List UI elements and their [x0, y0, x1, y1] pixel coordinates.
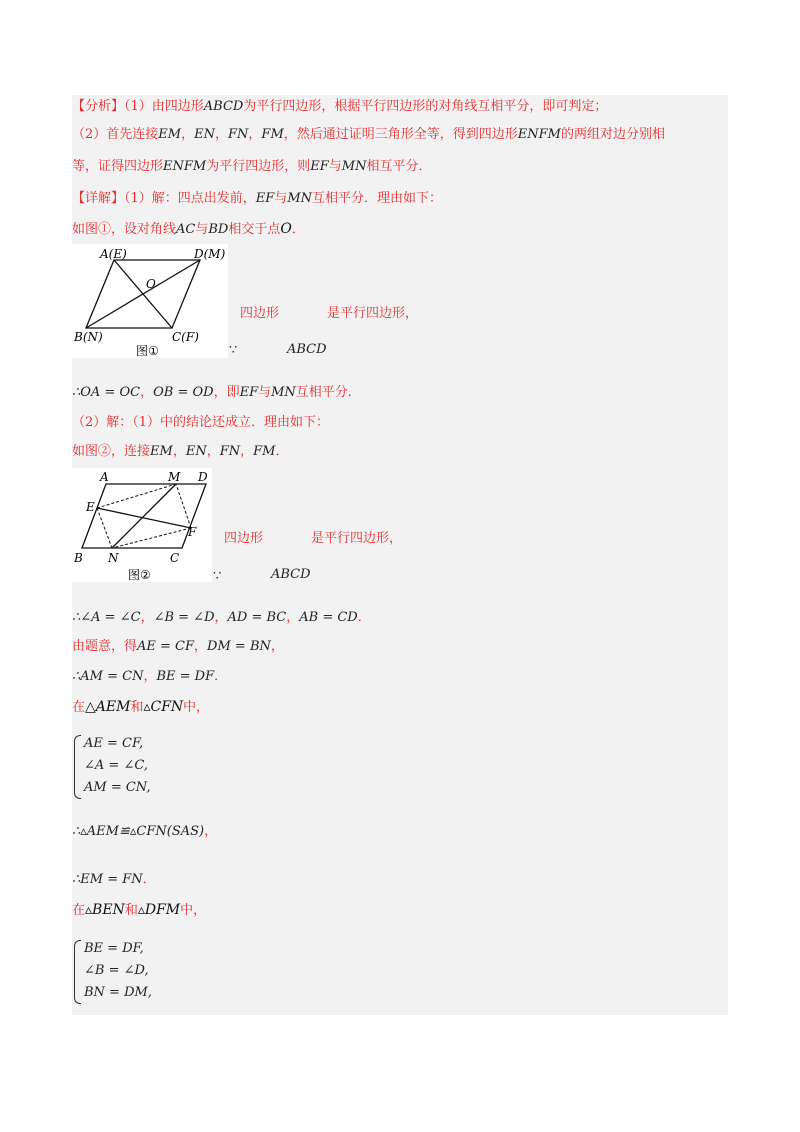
- equation: BE = DF,: [84, 941, 144, 956]
- figure-1: [72, 244, 228, 358]
- text: ，: [240, 444, 254, 459]
- proof-line-3: [72, 667, 227, 687]
- proof-line-4: [72, 697, 209, 718]
- math: FN: [228, 127, 249, 142]
- math: EF: [239, 385, 259, 400]
- text: 和: [130, 700, 144, 715]
- text: 如图①，设对角线: [72, 222, 177, 237]
- label-c: C: [170, 551, 180, 565]
- equation: ∠A = ∠C,: [84, 758, 148, 773]
- brace-icon: [74, 735, 81, 799]
- math: OB = OD: [153, 385, 214, 400]
- text: ．: [291, 222, 305, 237]
- analysis-line-2: [72, 125, 665, 145]
- text: ，: [181, 127, 195, 142]
- text: （1）解：四点出发前，: [124, 191, 256, 206]
- text: 互相平分．理由如下：: [312, 191, 443, 206]
- math: EM: [158, 127, 182, 142]
- text: ，: [140, 610, 154, 625]
- math: ENFM: [517, 127, 561, 142]
- part2-line-2: [72, 442, 289, 462]
- proof-line-2: [72, 637, 284, 657]
- step1-line: [72, 383, 361, 403]
- text: 由题意，得: [72, 639, 138, 654]
- math: ENFM: [163, 159, 207, 174]
- detail-line-1: [72, 189, 442, 209]
- text: ，: [270, 639, 284, 654]
- segment-ef: [97, 508, 191, 528]
- math: ∴AM = CN: [72, 669, 144, 684]
- proof-line-6: [72, 870, 156, 890]
- segment-fn: [112, 528, 191, 548]
- math: EF: [310, 159, 329, 174]
- text: ，即: [213, 385, 240, 400]
- label-a: A: [100, 470, 109, 484]
- text: 相互平分．: [366, 159, 432, 174]
- math: DM = BN: [207, 639, 271, 654]
- math: AE = CF: [137, 639, 195, 654]
- text: 是平行四边形，: [327, 306, 419, 321]
- text: 中，: [180, 903, 207, 918]
- text: ．: [357, 610, 371, 625]
- text: ，: [214, 610, 228, 625]
- math: ∴OA = OC: [72, 385, 141, 400]
- math: ABCD: [203, 99, 244, 114]
- text: 四边形: [240, 306, 280, 321]
- figure-2: [72, 468, 212, 582]
- proof-line-1: [72, 608, 371, 628]
- math: ∴∠A = ∠C: [72, 610, 141, 625]
- text: 与: [274, 191, 288, 206]
- text: 在: [72, 903, 86, 918]
- label-b: B: [74, 551, 83, 565]
- equation-system-2: [74, 938, 152, 1006]
- label-o: O: [146, 277, 156, 291]
- text: 中，: [183, 700, 210, 715]
- parallelogram-figure-2: [72, 468, 212, 582]
- figure-caption: 图①: [136, 344, 159, 358]
- math: △AEM: [85, 699, 131, 715]
- brace-icon: [74, 940, 81, 1004]
- text: 四边形: [224, 531, 264, 546]
- math: ▵CFN: [143, 699, 184, 715]
- text: ，: [172, 444, 186, 459]
- because-symbol: ∵: [213, 569, 222, 584]
- text: 的两组对边分别相: [560, 127, 665, 142]
- equation-system-1: [74, 733, 150, 801]
- text: 和: [124, 903, 138, 918]
- math: FN: [219, 444, 241, 459]
- math: FM: [261, 127, 284, 142]
- text: 与: [258, 385, 272, 400]
- text: 与: [328, 159, 342, 174]
- text: 为平行四边形，则: [206, 159, 311, 174]
- label-c: C(F): [172, 330, 199, 344]
- text: ，: [214, 127, 228, 142]
- label-f: F: [188, 525, 197, 539]
- analysis-line-3: [72, 157, 431, 177]
- analysis-tag: 【分析】: [72, 99, 125, 114]
- math: BD: [208, 222, 229, 237]
- text: （2）首先连接: [72, 127, 159, 142]
- text: ，: [143, 669, 157, 684]
- label-e: E: [86, 500, 95, 514]
- text: ．: [275, 444, 289, 459]
- analysis-line-1: [72, 97, 607, 117]
- detail-tag: 【详解】: [72, 191, 125, 206]
- equation: AM = CN,: [84, 780, 151, 795]
- math: MN: [341, 159, 367, 174]
- math: ▵DFM: [137, 902, 181, 918]
- math: EN: [185, 444, 207, 459]
- text: 为平行四边形，根据平行四边形的对角线互相平分，即可判定；: [243, 99, 608, 114]
- text: ，: [204, 824, 218, 839]
- label-b: B(N): [74, 330, 103, 344]
- segment-en: [97, 508, 112, 548]
- text: ，然后通过证明三角形全等，得到四边形: [283, 127, 518, 142]
- label-m: M: [168, 470, 181, 484]
- text: 如图②，连接: [72, 444, 151, 459]
- math: MN: [271, 385, 296, 400]
- proof-line-5: [72, 822, 217, 842]
- text: ，: [286, 610, 300, 625]
- math: ∴▵AEM≌▵CFN(SAS): [72, 824, 205, 839]
- equation: ∠B = ∠D,: [84, 963, 149, 978]
- text: （1）由四边形: [124, 99, 204, 114]
- figure-caption: 图②: [128, 568, 151, 582]
- text: 是平行四边形，: [311, 531, 403, 546]
- part2-line-1: （2）解：（1）中的结论还成立．理由如下：: [72, 415, 330, 430]
- text: ，: [194, 639, 208, 654]
- segment-fm: [176, 484, 191, 528]
- text: ，: [140, 385, 154, 400]
- math: AB = CD: [299, 610, 358, 625]
- math: ∴EM = FN: [72, 872, 143, 887]
- math: FM: [253, 444, 276, 459]
- math: MN: [287, 191, 313, 206]
- segment-mn: [112, 484, 176, 548]
- math: O: [280, 221, 292, 237]
- text: 等，证得四边形: [72, 159, 164, 174]
- text: 相交于点: [228, 222, 281, 237]
- because-symbol: ∵: [229, 343, 238, 358]
- math: EN: [194, 127, 215, 142]
- math: EM: [150, 444, 173, 459]
- text: 与: [195, 222, 209, 237]
- text: 互相平分．: [295, 385, 361, 400]
- math: ▵BEN: [85, 902, 125, 918]
- text: ．: [214, 669, 228, 684]
- equation: AE = CF,: [84, 736, 144, 751]
- math: AC: [176, 222, 196, 237]
- text: 在: [72, 700, 86, 715]
- text: ．: [142, 872, 156, 887]
- equation: BN = DM,: [84, 985, 152, 1000]
- parallelogram-figure-1: [72, 244, 228, 358]
- label-d: D: [198, 470, 208, 484]
- label-n: N: [108, 551, 119, 565]
- math: BE = DF: [156, 669, 215, 684]
- label-d: D(M): [194, 247, 226, 261]
- text: ，: [206, 444, 220, 459]
- proof-line-7: [72, 900, 206, 921]
- detail-line-2: [72, 219, 305, 240]
- math: ABCD: [287, 342, 327, 357]
- math: ABCD: [271, 567, 311, 582]
- math: EF: [255, 191, 275, 206]
- math: ∠B = ∠D: [153, 610, 215, 625]
- diagonal-bd: [86, 260, 200, 328]
- text: ，: [248, 127, 262, 142]
- math: AD = BC: [227, 610, 287, 625]
- label-a: A(E): [100, 247, 127, 261]
